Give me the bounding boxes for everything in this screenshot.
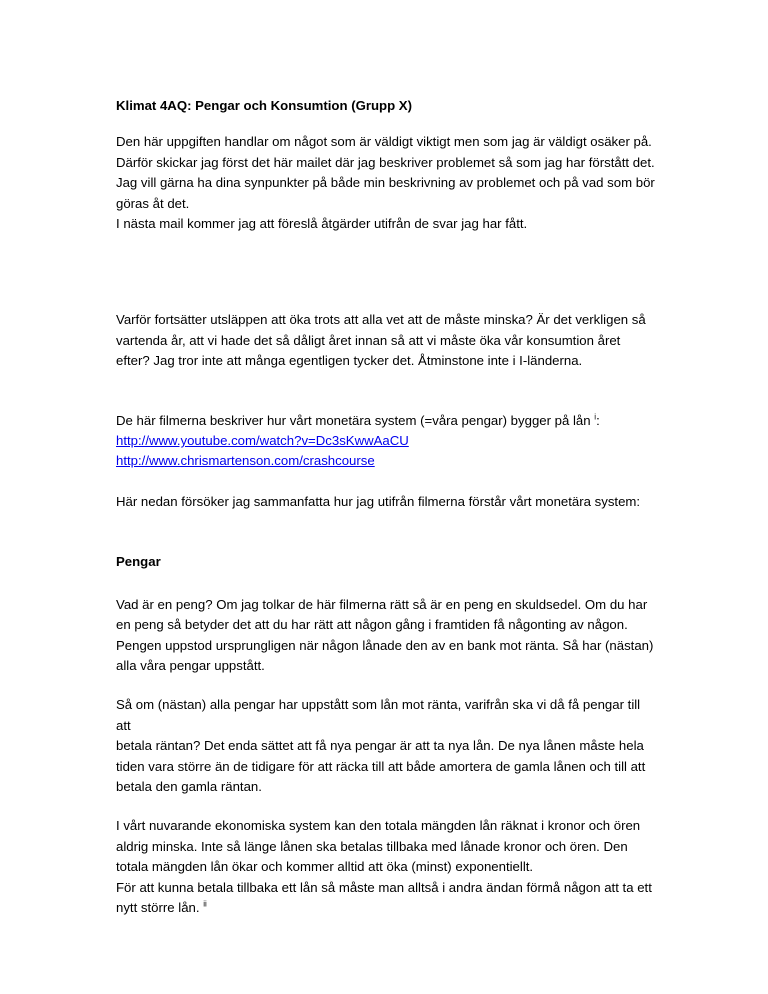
document-title: Klimat 4AQ: Pengar och Konsumtion (Grupp X) bbox=[116, 98, 412, 113]
system-line-5: nytt större lån. bbox=[116, 899, 200, 915]
question-paragraph bbox=[116, 310, 656, 371]
money-line-1: Vad är en peng? Om jag tolkar de här filmerna rätt så är en peng en skuldsedel. Om du har bbox=[116, 596, 648, 612]
interest-line-4: betala den gamla räntan. bbox=[116, 778, 262, 794]
interest-line-3: tiden vara större än de tidigare för att räcka till att både amortera de gamla lånen och till att bbox=[116, 758, 646, 774]
section-heading-pengar: Pengar bbox=[116, 554, 161, 570]
document-page bbox=[116, 96, 656, 918]
system-paragraph bbox=[116, 816, 656, 918]
summary-intro: Här nedan försöker jag sammanfatta hur jag utifrån filmerna förstår vårt monetära system: bbox=[116, 493, 641, 509]
money-line-2: en peng så betyder det att du har rätt att någon gång i framtiden få någonting av någon. bbox=[116, 617, 628, 633]
intro-line-3: Jag vill gärna ha dina synpunkter på både min beskrivning av problemet och på vad som bör bbox=[116, 175, 655, 191]
money-line-3: Pengen uppstod ursprungligen när någon lånade den av en bank mot ränta. Så har (nästan) bbox=[116, 637, 654, 653]
system-line-1: I vårt nuvarande ekonomiska system kan den totala mängden lån räknat i kronor och ören bbox=[116, 818, 641, 834]
question-line-3: efter? Jag tror inte att många egentligen tycker det. Åtminstone inte i I-länderna. bbox=[116, 353, 583, 369]
interest-line-1: Så om (nästan) alla pengar har uppstått som lån mot ränta, varifrån ska vi då få pengar till att bbox=[116, 697, 641, 733]
question-line-1: Varför fortsätter utsläppen att öka trots att alla vet att de måste minska? Är det verkligen så bbox=[116, 312, 646, 328]
system-line-2: aldrig minska. Inte så länge lånen ska betalas tillbaka med lånade kronor och ören. Den bbox=[116, 838, 628, 854]
intro-line-2: Därför skickar jag först det här mailet där jag beskriver problemet så som jag har förstått det. bbox=[116, 154, 655, 170]
films-paragraph bbox=[116, 411, 656, 431]
intro-paragraph bbox=[116, 132, 656, 234]
system-line-3: totala mängden lån ökar och kommer alltid att öka (minst) exponentiellt. bbox=[116, 859, 534, 875]
intro-line-5: I nästa mail kommer jag att föreslå åtgärder utifrån de svar jag har fått. bbox=[116, 216, 528, 232]
interest-paragraph bbox=[116, 695, 656, 797]
youtube-link[interactable]: http://www.youtube.com/watch?v=Dc3sKwwAaCU bbox=[116, 433, 409, 449]
system-line-4: För att kunna betala tillbaka ett lån så måste man alltså i andra ändan förmå någon att ta ett bbox=[116, 879, 652, 895]
films-colon: : bbox=[596, 412, 600, 428]
chrismartenson-link[interactable]: http://www.chrismartenson.com/crashcourse bbox=[116, 453, 375, 469]
intro-line-4: göras åt det. bbox=[116, 195, 190, 211]
footnote-marker-i[interactable]: i bbox=[594, 412, 597, 422]
money-line-4: alla våra pengar uppstått. bbox=[116, 657, 265, 673]
footnote-marker-ii[interactable]: ii bbox=[203, 899, 207, 909]
films-text: De här filmerna beskriver hur vårt monetära system (=våra pengar) bygger på lån bbox=[116, 412, 591, 428]
interest-line-2: betala räntan? Det enda sättet att få nya pengar är att ta nya lån. De nya lånen måste hela bbox=[116, 738, 644, 754]
money-paragraph bbox=[116, 595, 656, 677]
intro-line-1: Den här uppgiften handlar om något som är väldigt viktigt men som jag är väldigt osäker på. bbox=[116, 134, 652, 150]
question-line-2: vartenda år, att vi hade det så dåligt året innan så att vi måste öka vår konsumtion året bbox=[116, 332, 621, 348]
